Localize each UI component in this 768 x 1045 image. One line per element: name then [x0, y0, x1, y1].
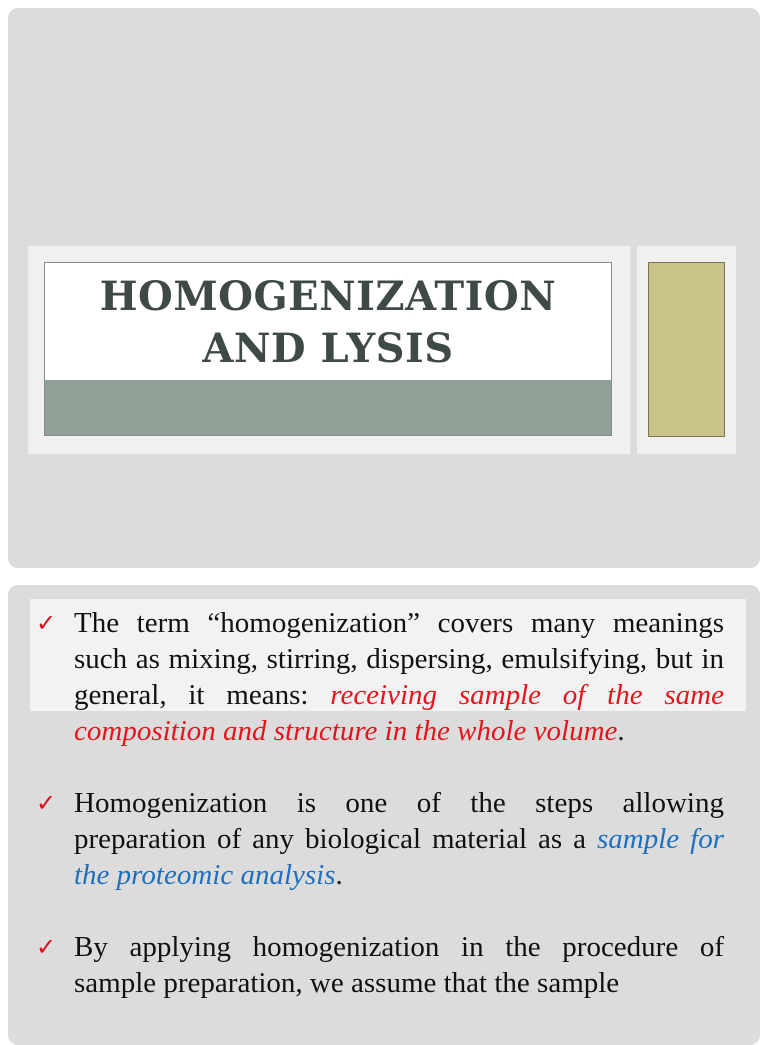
title-line-2: AND LYSIS [202, 325, 454, 372]
bullet-item [34, 605, 724, 749]
accent-band [637, 246, 736, 454]
slide-title [45, 269, 611, 377]
title-slide [8, 8, 760, 568]
bullet-item [34, 929, 724, 1001]
bullet-text: By applying homogenization in the procedure of sample preparation, we assume that the sample [74, 931, 724, 999]
title-line-1: HOMOGENIZATION [99, 273, 557, 320]
bullet-text-end: . [335, 859, 343, 891]
title-stripe [45, 380, 611, 435]
content-slide [8, 585, 760, 1045]
bullet-emphasis: sample for the proteomic analysis [74, 823, 725, 891]
bullet-item [34, 785, 724, 893]
bullet-list [34, 605, 724, 1037]
bullet-text: The term “homogenization” covers many meanings such as mixing, stirring, dispersing, emulsifying, but in general, it means: [74, 607, 724, 711]
title-band [28, 246, 630, 454]
accent-box [648, 262, 725, 437]
title-box [44, 262, 612, 436]
check-mark-icon: ✓ [36, 933, 57, 961]
bullet-emphasis: receiving sample of the same composition and structure in the whole volume [74, 679, 724, 747]
bullet-text-end: . [617, 715, 625, 747]
check-mark-icon: ✓ [36, 609, 57, 637]
check-mark-icon: ✓ [36, 789, 57, 817]
bullet-text: Homogenization is one of the steps allowing preparation of any biological material as a [74, 787, 724, 855]
